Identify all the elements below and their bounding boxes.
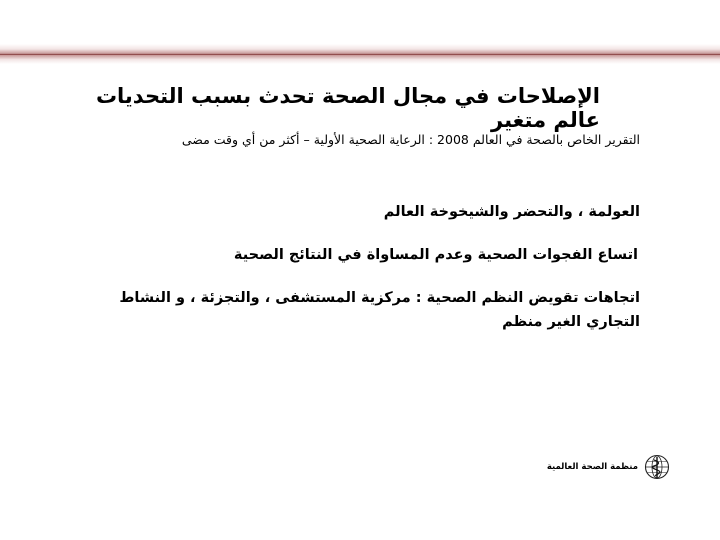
organization-name: منظمة الصحة العالمية (546, 462, 638, 472)
slide-title: الإصلاحات في مجال الصحة تحدث بسبب التحديات عالم متغير (95, 84, 600, 132)
slide-subtitle: التقرير الخاص بالصحة في العالم 2008 : الرعاية الصحية الأولية – أكثر من أي وقت مضى (181, 132, 640, 147)
bullet-item-health-gaps: اتساع الفجوات الصحية وعدم المساواة في النتائج الصحية (233, 247, 638, 263)
bullet-list (100, 200, 640, 353)
bullet-item-globalization: العولمة ، والتحضر والشيخوخة العالم (383, 204, 640, 220)
footer-branding (470, 454, 670, 480)
header-divider-rule (0, 44, 720, 64)
bullet-item-health-systems: اتجاهات تقويض النظم الصحية : مركزية المستشفى ، والتجزئة ، و النشاط التجاري الغير منظم (119, 290, 640, 330)
who-emblem-icon (644, 454, 670, 480)
